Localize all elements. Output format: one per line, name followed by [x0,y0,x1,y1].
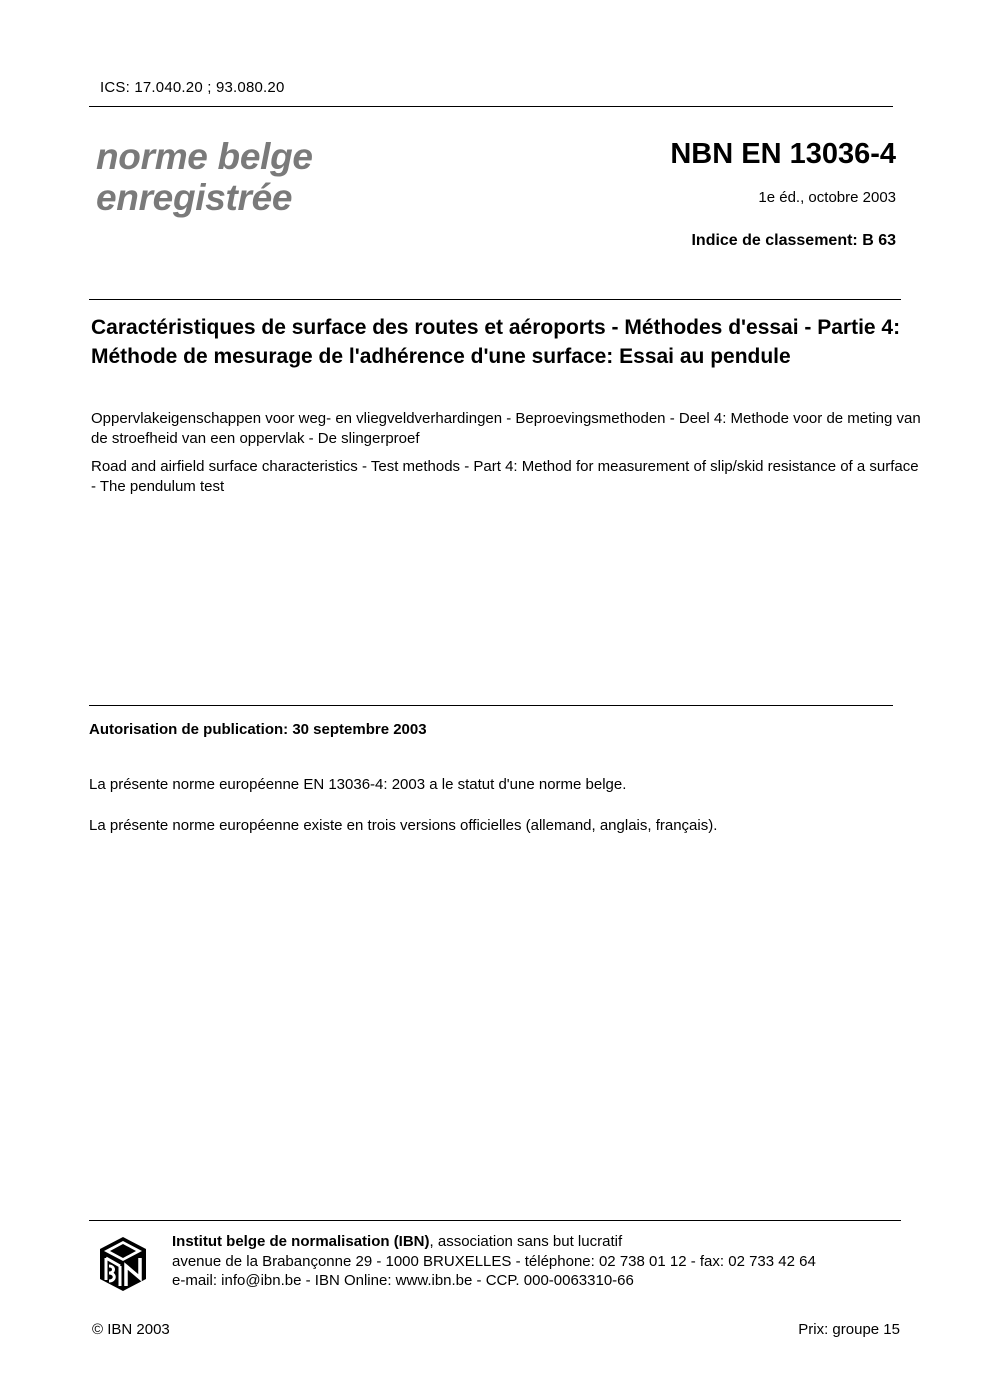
institute-line [172,1232,816,1252]
publication-authorisation: Autorisation de publication: 30 septembre 2003 [89,721,427,738]
status-statement: La présente norme européenne EN 13036-4: 2003 a le statut d'une norme belge. [89,776,627,793]
price-group: Prix: groupe 15 [798,1321,900,1338]
brand-title [96,136,313,218]
footer-divider [89,1220,901,1221]
institute-name: Institut belge de normalisation (IBN) [172,1233,430,1250]
title-divider [89,299,901,300]
institute-info [172,1232,816,1291]
copyright: © IBN 2003 [92,1321,170,1338]
versions-statement: La présente norme européenne existe en trois versions officielles (allemand, anglais, français). [89,817,718,834]
ics-code: ICS: 17.040.20 ; 93.080.20 [100,79,285,96]
ibn-logo [98,1236,148,1292]
institute-suffix: , association sans but lucratif [429,1233,623,1250]
ibn-logo-icon [98,1236,148,1292]
title-dutch: Oppervlakeigenschappen voor weg- en vliegveldverhardingen - Beproevingsmethoden - Deel 4: Methode voor de meting van de stroefheid van een oppervlak - De slingerproef [91,410,921,447]
institute-address: avenue de la Brabançonne 29 - 1000 BRUXELLES - téléphone: 02 738 01 12 - fax: 02 733 42 64 [172,1252,816,1270]
brand-line-1: norme belge [96,136,313,177]
classification-index: Indice de classement: B 63 [691,232,896,249]
standard-number: NBN EN 13036-4 [670,138,896,170]
header-divider [89,106,893,107]
title-french: Caractéristiques de surface des routes et aéroports - Méthodes d'essai - Partie 4: Méthode de mesurage de l'adhérence d'une surface: Essai au pendule [91,316,901,368]
institute-contact: e-mail: info@ibn.be - IBN Online: www.ibn.be - CCP. 000-0063310-66 [172,1272,634,1289]
edition-date: 1e éd., octobre 2003 [758,189,896,206]
publication-divider [89,705,893,706]
brand-line-2: enregistrée [96,177,293,218]
title-english: Road and airfield surface characteristics - Test methods - Part 4: Method for measurement of slip/skid resistance of a surface - The pendulum test [91,458,919,495]
